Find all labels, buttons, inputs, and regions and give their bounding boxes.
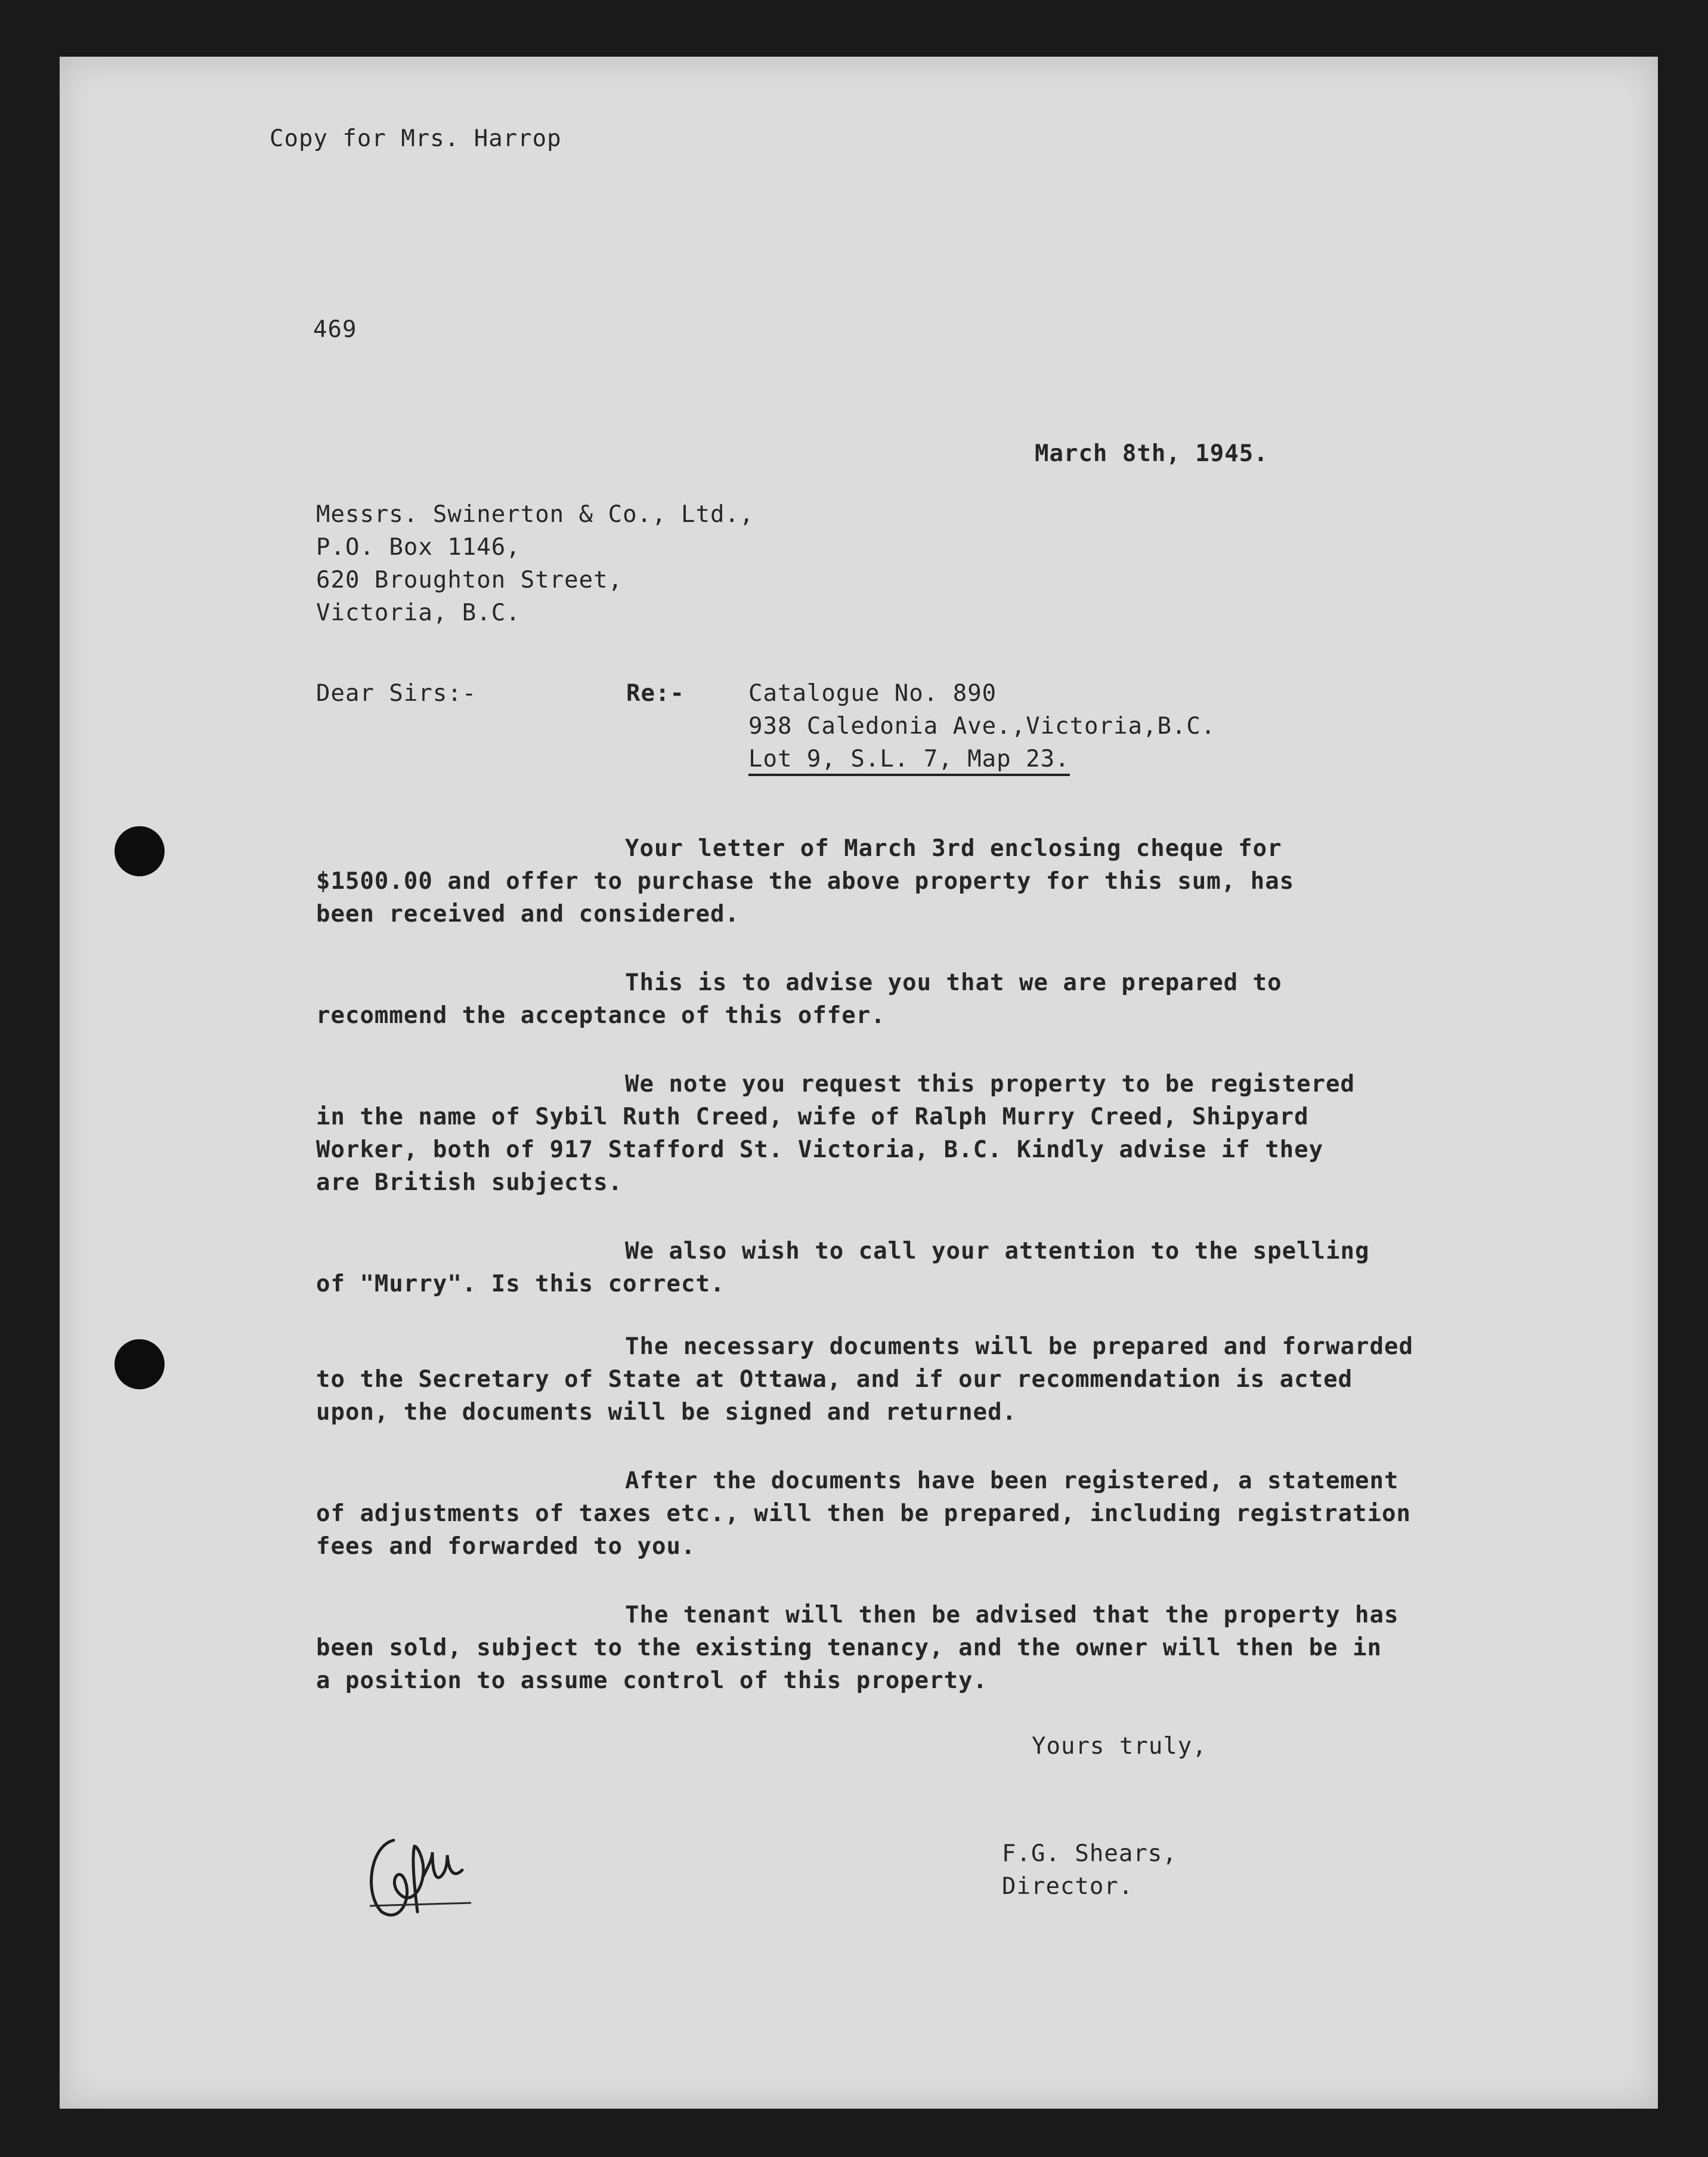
signatory-title: Director. <box>1002 1873 1134 1900</box>
signatory-name: F.G. Shears, <box>1002 1840 1177 1867</box>
p2-line-1: This is to advise you that we are prepared to <box>625 969 1282 996</box>
p2-line-2: recommend the acceptance of this offer. <box>316 1002 886 1029</box>
p5-line-2: to the Secretary of State at Ottawa, and if our recommendation is acted <box>316 1366 1353 1393</box>
p7-line-3: a position to assume control of this property. <box>316 1667 988 1694</box>
p6-line-2: of adjustments of taxes etc., will then be prepared, including registration <box>316 1500 1411 1527</box>
p5-line-1: The necessary documents will be prepared and forwarded <box>625 1333 1413 1360</box>
letter-page <box>60 57 1658 2109</box>
p7-line-1: The tenant will then be advised that the property has <box>625 1602 1399 1628</box>
p1-line-3: been received and considered. <box>316 901 739 928</box>
re-line-3: Lot 9, S.L. 7, Map 23. <box>748 746 1070 776</box>
recipient-line-2: P.O. Box 1146, <box>316 534 521 561</box>
p5-line-3: upon, the documents will be signed and returned. <box>316 1399 1017 1426</box>
handwritten-initials-signature <box>358 1822 501 1930</box>
copy-for-line: Copy for Mrs. Harrop <box>270 125 562 152</box>
recipient-line-3: 620 Broughton Street, <box>316 567 623 594</box>
p3-line-4: are British subjects. <box>316 1169 623 1196</box>
p6-line-1: After the documents have been registered, a statement <box>625 1467 1399 1494</box>
letter-date: March 8th, 1945. <box>1035 440 1268 467</box>
re-line-2: 938 Caledonia Ave.,Victoria,B.C. <box>748 713 1216 740</box>
p7-line-2: been sold, subject to the existing tenancy, and the owner will then be in <box>316 1634 1382 1661</box>
p4-line-1: We also wish to call your attention to the spelling <box>625 1238 1370 1265</box>
p1-line-2: $1500.00 and offer to purchase the above property for this sum, has <box>316 868 1295 895</box>
p3-line-3: Worker, both of 917 Stafford St. Victoria, B.C. Kindly advise if they <box>316 1136 1324 1163</box>
recipient-line-1: Messrs. Swinerton & Co., Ltd., <box>316 501 754 528</box>
p3-line-1: We note you request this property to be registered <box>625 1071 1355 1098</box>
re-line-1: Catalogue No. 890 <box>748 680 997 707</box>
punch-hole-top <box>115 826 165 876</box>
file-number: 469 <box>313 316 357 343</box>
p1-line-1: Your letter of March 3rd enclosing cheque for <box>625 835 1282 862</box>
recipient-line-4: Victoria, B.C. <box>316 599 521 626</box>
punch-hole-bottom <box>115 1339 165 1389</box>
p4-line-2: of "Murry". Is this correct. <box>316 1271 725 1297</box>
p3-line-2: in the name of Sybil Ruth Creed, wife of Ralph Murry Creed, Shipyard <box>316 1104 1309 1130</box>
re-label: Re:- <box>626 680 685 707</box>
p6-line-3: fees and forwarded to you. <box>316 1533 696 1560</box>
salutation: Dear Sirs:- <box>316 680 477 707</box>
closing: Yours truly, <box>1032 1733 1207 1760</box>
